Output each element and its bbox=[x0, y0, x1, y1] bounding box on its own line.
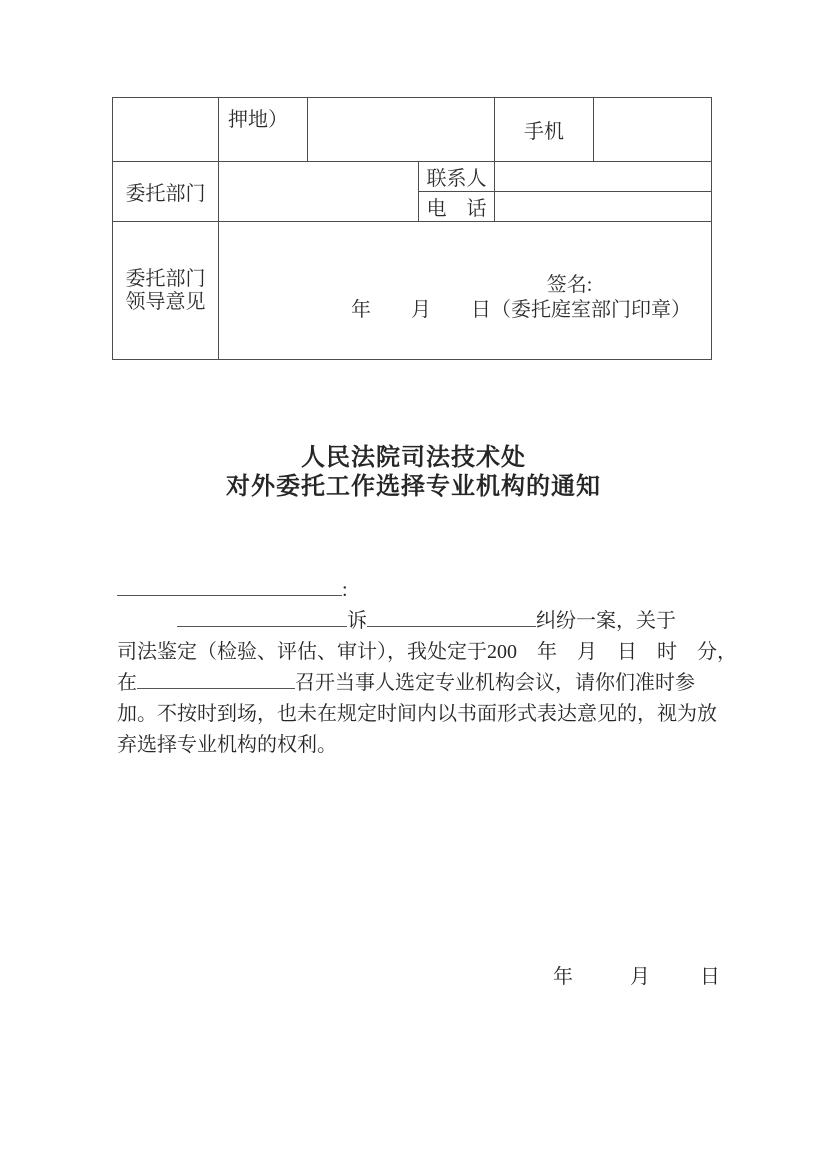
versus-label: 诉 bbox=[347, 610, 367, 632]
collateral-continuation-label: 押地） bbox=[228, 109, 288, 131]
footer-day-label: 日 bbox=[700, 966, 720, 988]
signature-label: 签名: bbox=[546, 273, 593, 296]
dept-label: 委托部门 bbox=[125, 183, 206, 205]
cell-leader-opinion-value[interactable] bbox=[219, 222, 712, 360]
cell-collateral-value[interactable] bbox=[308, 98, 495, 162]
signature-date-stamp-line: 年 月 日（委托庭室部门印章） bbox=[351, 298, 691, 321]
cell-row1-left-empty[interactable] bbox=[113, 98, 219, 162]
notice-body bbox=[117, 575, 737, 761]
location-prefix: 在 bbox=[117, 672, 137, 694]
page-title-line2: 对外委托工作选择专业机构的通知 bbox=[226, 474, 601, 500]
signature-block bbox=[219, 273, 711, 323]
blank-field-recipient[interactable] bbox=[117, 593, 342, 596]
cell-mobile-label bbox=[495, 98, 594, 162]
leader-opinion-label-line2: 领导意见 bbox=[125, 290, 206, 313]
cell-mobile-value[interactable] bbox=[594, 98, 712, 162]
body-line-case bbox=[117, 606, 717, 637]
body-line-warning: 加。不按时到场，也未在规定时间内以书面形式表达意见的，视为放 bbox=[117, 703, 717, 725]
footer-date bbox=[553, 960, 720, 989]
recipient-colon: : bbox=[342, 579, 348, 601]
phone-label: 电 话 bbox=[426, 198, 487, 220]
cell-contact-value[interactable] bbox=[495, 162, 712, 192]
cell-phone-label bbox=[419, 192, 495, 222]
page-title bbox=[0, 444, 827, 502]
cell-leader-opinion-label bbox=[113, 222, 219, 360]
cell-collateral-continuation bbox=[219, 98, 308, 162]
footer-year-label: 年 bbox=[553, 966, 573, 988]
cell-phone-value[interactable] bbox=[495, 192, 712, 222]
leader-opinion-label-line1: 委托部门 bbox=[125, 267, 206, 290]
body-line-warning-end: 弃选择专业机构的权利。 bbox=[117, 734, 337, 756]
cell-contact-label bbox=[419, 162, 495, 192]
blank-field-location[interactable] bbox=[137, 686, 295, 689]
page-title-line1: 人民法院司法技术处 bbox=[301, 445, 526, 471]
body-line-datetime: 司法鉴定（检验、评估、审计），我处定于200 年 月 日 时 分， bbox=[117, 641, 737, 663]
case-tail-text: 纠纷一案，关于 bbox=[536, 610, 676, 632]
blank-field-defendant[interactable] bbox=[367, 624, 536, 627]
cell-dept-label bbox=[113, 162, 219, 222]
body-line-recipient bbox=[117, 575, 717, 606]
cell-dept-value[interactable] bbox=[219, 162, 419, 222]
mobile-label: 手机 bbox=[524, 121, 564, 143]
body-line-location bbox=[117, 668, 717, 699]
commission-form-table bbox=[112, 97, 712, 360]
contact-label: 联系人 bbox=[426, 168, 487, 190]
footer-month-label: 月 bbox=[630, 966, 650, 988]
blank-field-plaintiff[interactable] bbox=[177, 624, 347, 627]
location-tail-text: 召开当事人选定专业机构会议，请你们准时参 bbox=[295, 672, 695, 694]
